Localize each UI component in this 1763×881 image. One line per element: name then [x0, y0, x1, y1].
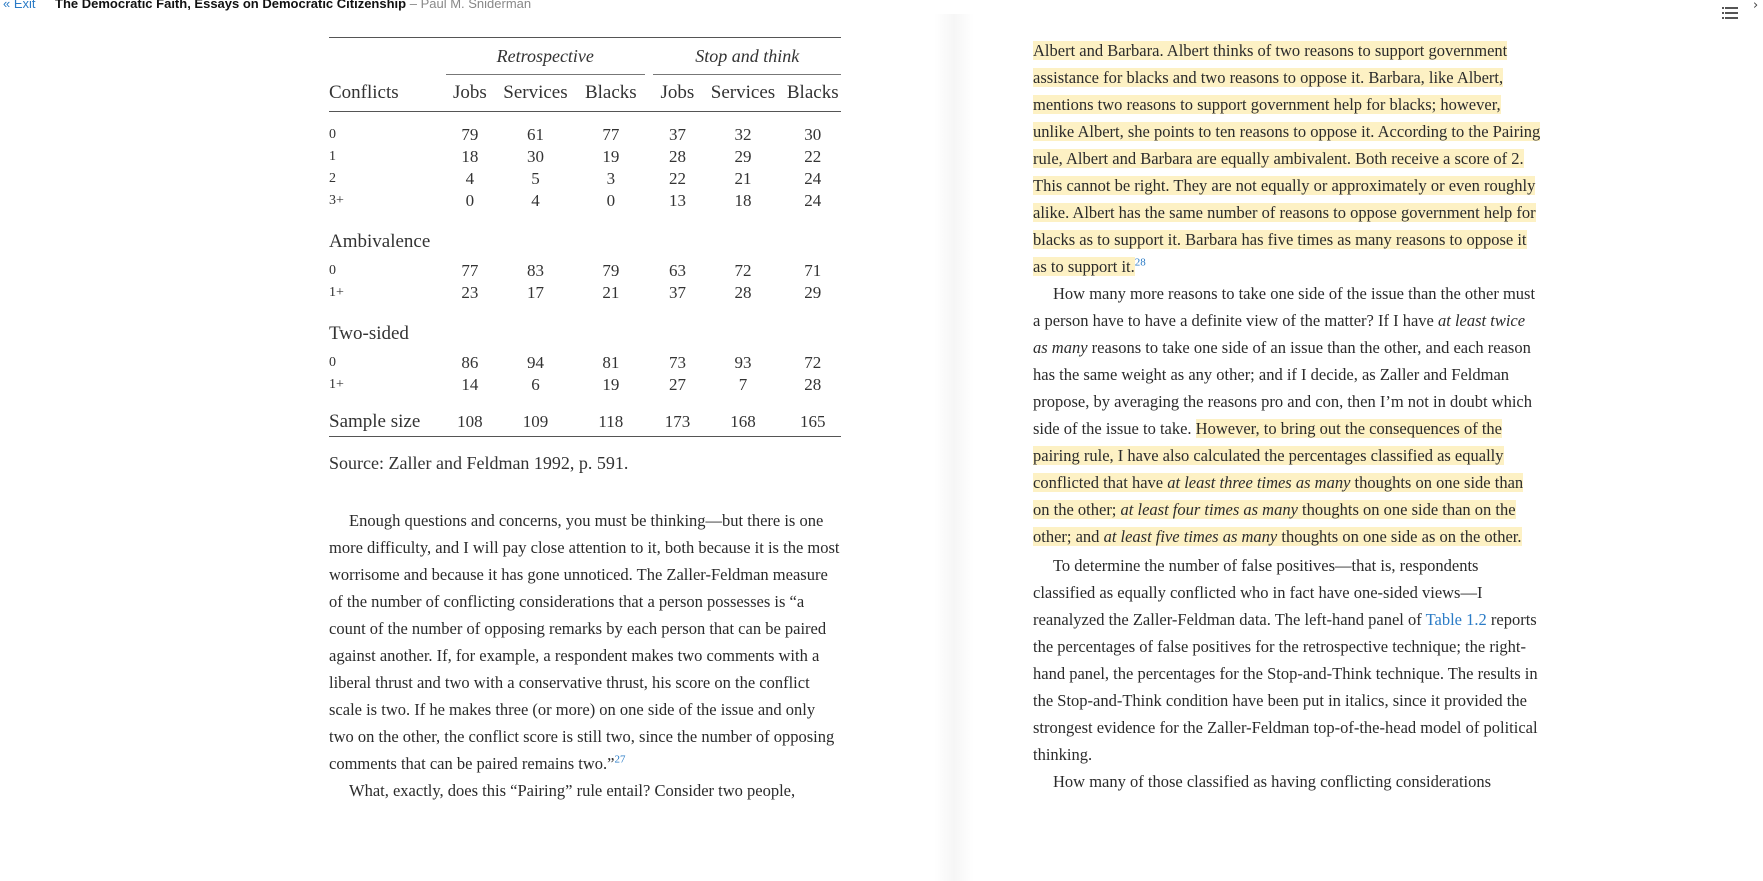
table-cell: 30 — [526, 147, 544, 166]
table-cell: 23 — [461, 283, 479, 302]
table-link[interactable]: Table 1.2 — [1425, 610, 1487, 629]
table-cell: 18 — [461, 147, 479, 166]
table-cell: 109 — [494, 408, 577, 437]
reader-header — [0, 0, 1763, 14]
highlight[interactable]: Albert and Barbara. Albert thinks of two reasons to support government assistance for blacks and two reasons to oppose it. Barbara, like Albert, mentions two reasons to support government help for blacks; however, unlike Albert, she points to ten reasons to oppose it. According to the Pairing rule, Albert and Barbara are equally ambivalent. Both receive a score of 2. This cannot be right. They are not equally or approximately or even roughly alike. Albert has the same number of reasons to oppose government help for blacks as to support it. Barbara has five times as many reasons to oppose it as to support it. — [1033, 41, 1541, 276]
table-cell: 28 — [734, 283, 752, 302]
table-cell: 22 — [668, 169, 686, 188]
table-cell: 63 — [668, 261, 686, 280]
paragraph: Enough questions and concerns, you must be thinking—but there is one more difficulty, and I will pay close attention to it, both because it is the most worrisome and because it has gone unnoticed. The Zaller-Feldman measure of the number of conflicting considerations that a person possesses is “a count of the number of opposing remarks by each person that can be paired against another. If, for example, a respondent makes two comments with a liberal thrust and two with a conservative thrust, his score on the conflict scale is two. If he makes three (or more) on one side of the issue and only two on the other, the conflict score is still two, since the number of opposing comments that can be paired remains two.”$^{27}$ — [329, 511, 840, 773]
table-cell: 108 — [446, 408, 494, 437]
table-row — [329, 190, 841, 212]
highlight[interactable]: However, to bring out the consequences of the pairing rule, I have also calculated the percentages classified as equally conflicted that have at least three times as many thoughts on one side than on the other; at least four times as many thoughts on one side than on the other; and at least five times as many thoughts on one side as on the other. — [1033, 419, 1524, 546]
table-cell: 6 — [531, 375, 540, 394]
paragraph: How many more reasons to take one side of the issue than the other must a person have to have a definite view of the matter? If I have at least twice as many reasons to take one side of an issue than the other, and each reason has the same weight as any other; and if I decide, as Zaller and Feldman propose, by averaging the reasons pro and con, then I’m not in doubt which side of the issue to take. However, to bring out the consequences of the pairing rule, I have also calculated the percentages classified as equally conflicted that have at least three times as many thoughts on one side than on the other; at least four times as many thoughts on one side than on the other; and at least five times as many thoughts on one side as on the other. — [1033, 284, 1536, 546]
table-row — [329, 374, 841, 396]
next-page-arrow-icon[interactable]: › — [1753, 0, 1759, 13]
table-cell: 77 — [461, 261, 479, 280]
row-label: 1+ — [329, 285, 344, 300]
page-spine — [934, 14, 974, 881]
table-cell: 24 — [804, 169, 822, 188]
table-cell: 118 — [577, 408, 645, 437]
table-row — [329, 352, 841, 374]
column-header: Jobs — [446, 75, 494, 112]
table-cell: 28 — [668, 147, 686, 166]
exit-link[interactable]: « Exit — [3, 0, 36, 11]
group-header-retrospective: Retrospective — [446, 38, 645, 75]
table-cell: 29 — [734, 147, 752, 166]
table-cell: 5 — [531, 169, 540, 188]
row-label: 0 — [329, 263, 336, 278]
table-cell: 72 — [734, 261, 752, 280]
table-cell: 37 — [668, 125, 686, 144]
table-row — [329, 282, 841, 304]
table-cell: 24 — [804, 191, 822, 210]
table-cell: 77 — [602, 125, 620, 144]
table-cell: 17 — [526, 283, 544, 302]
conflict-table — [329, 37, 841, 437]
table-cell: 21 — [602, 283, 620, 302]
paragraph: What, exactly, does this “Pairing” rule entail? Consider two people, — [349, 781, 796, 800]
table-cell: 168 — [701, 408, 784, 437]
table-cell: 19 — [602, 375, 620, 394]
book-title: The Democratic Faith, Essays on Democratic Citizenship – Paul M. Sniderman — [55, 0, 531, 11]
table-cell: 165 — [784, 408, 841, 437]
left-page-text — [329, 507, 841, 804]
table-cell: 30 — [804, 125, 822, 144]
table-cell: 13 — [668, 191, 686, 210]
table-cell: 14 — [461, 375, 479, 394]
table-section-title: Ambivalence — [329, 231, 431, 252]
column-header: Blacks — [784, 75, 841, 112]
table-row — [329, 124, 841, 146]
row-label: 0 — [329, 127, 336, 142]
table-cell: 79 — [602, 261, 620, 280]
table-group-header-row — [329, 38, 841, 75]
table-cell: 22 — [804, 147, 822, 166]
table-cell: 81 — [602, 353, 620, 372]
table-cell: 72 — [804, 353, 822, 372]
table-cell: 3 — [606, 169, 616, 188]
column-header: Blacks — [577, 75, 645, 112]
table-source: Source: Zaller and Feldman 1992, p. 591. — [329, 453, 629, 473]
paragraph: How many of those classified as having conflicting considerations — [1053, 772, 1492, 791]
table-cell: 86 — [461, 353, 479, 372]
paragraph — [1033, 37, 1543, 280]
footnote-link[interactable]: 27 — [614, 753, 626, 766]
column-header: Services — [701, 75, 784, 112]
table-cell: 73 — [668, 353, 686, 372]
row-label: 1+ — [329, 377, 344, 392]
table-cell: 71 — [804, 261, 822, 280]
table-row — [329, 260, 841, 282]
table-column-header-row — [329, 75, 841, 112]
row-label: 0 — [329, 355, 336, 370]
table-cell: 0 — [606, 191, 616, 210]
table-cell: 94 — [526, 353, 544, 372]
table-cell: 19 — [602, 147, 620, 166]
right-page-text — [1033, 37, 1543, 795]
table-cell: 0 — [465, 191, 475, 210]
footnote-link[interactable]: 28 — [1134, 256, 1146, 269]
column-header: Conflicts — [329, 75, 446, 112]
table-section-title: Two-sided — [329, 323, 409, 344]
table-cell: 18 — [734, 191, 752, 210]
column-header: Services — [494, 75, 577, 112]
table-cell: 4 — [531, 191, 540, 210]
row-label: 1 — [329, 149, 336, 164]
table-cell: 37 — [668, 283, 686, 302]
table-cell: 93 — [734, 353, 752, 372]
toc-list-icon[interactable] — [1722, 7, 1738, 21]
table-cell: 28 — [804, 375, 822, 394]
table-row — [329, 168, 841, 190]
table-cell: 61 — [526, 125, 544, 144]
paragraph: To determine the number of false positives—that is, respondents classified as equally conflicted who in fact have one-sided views—I reanalyzed the Zaller-Feldman data. The left-hand panel of Table 1.2 reports the percentages of false positives for the retrospective technique; the right-hand panel, the percentages for the Stop-and-Think technique. The results in the Stop-and-Think condition have been put in italics, since it provided the strongest evidence for the Zaller-Feldman top-of-the-head model of political thinking. — [1033, 556, 1538, 764]
table-cell: 29 — [804, 283, 822, 302]
table-cell: 173 — [653, 408, 701, 437]
table-section-title-row — [329, 316, 841, 352]
table-cell: 27 — [668, 375, 686, 394]
table-cell: 7 — [738, 375, 748, 394]
row-label: 3+ — [329, 193, 344, 208]
row-label: 2 — [329, 171, 336, 186]
table-row — [329, 146, 841, 168]
table-cell: 83 — [526, 261, 544, 280]
column-header: Jobs — [653, 75, 701, 112]
sample-size-label: Sample size — [329, 408, 446, 437]
book-author: – Paul M. Sniderman — [409, 0, 532, 11]
group-header-stop-and-think: Stop and think — [653, 38, 841, 75]
table-cell: 32 — [734, 125, 752, 144]
table-section-title-row — [329, 224, 841, 260]
table-cell: 21 — [734, 169, 752, 188]
sample-size-row — [329, 408, 841, 437]
table-cell: 79 — [461, 125, 479, 144]
table-cell: 4 — [465, 169, 475, 188]
